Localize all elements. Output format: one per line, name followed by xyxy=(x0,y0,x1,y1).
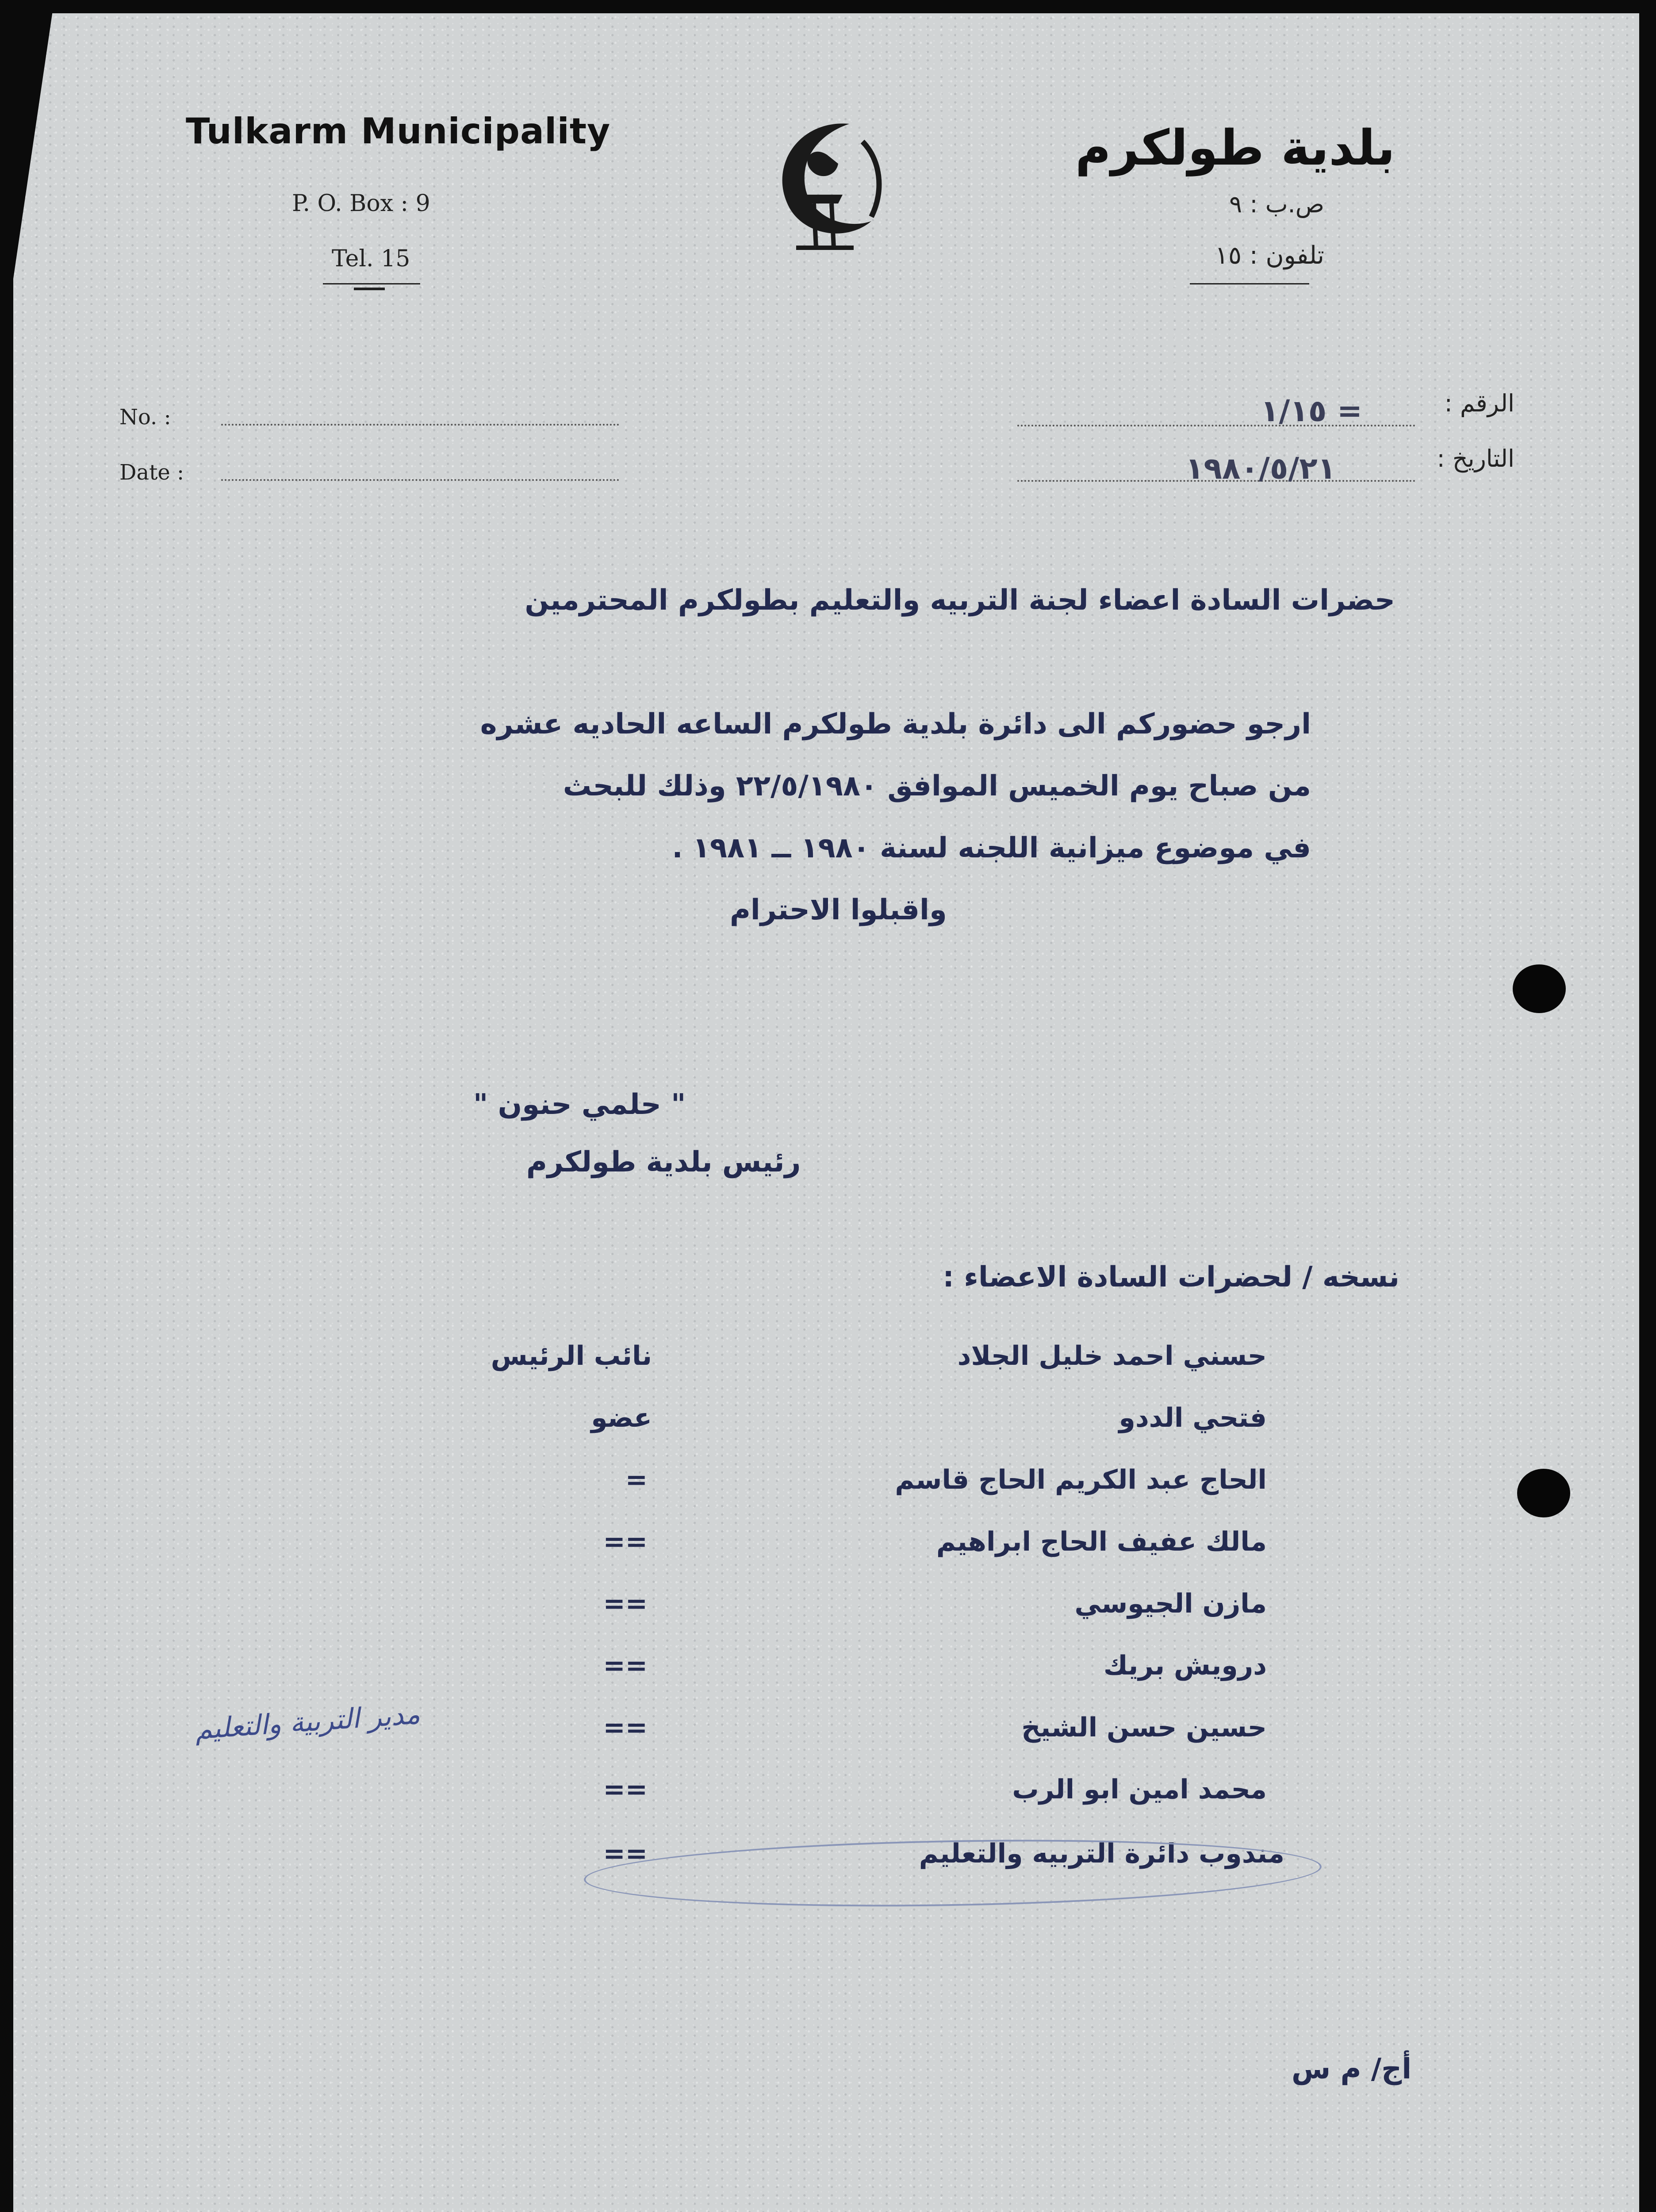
member-role: == xyxy=(603,1526,648,1557)
no-dotted-line-en xyxy=(221,424,619,426)
punch-hole xyxy=(1517,1469,1570,1517)
member-role: == xyxy=(603,1588,648,1619)
member-name: فتحي الددو xyxy=(1119,1402,1267,1433)
member-name: مازن الجيوسي xyxy=(1074,1588,1267,1619)
body-line-1: ارجو حضوركم الى دائرة بلدية طولكرم الساعه الحاديه عشره xyxy=(480,708,1311,741)
member-name: الحاج عبد الكريم الحاج قاسم xyxy=(895,1464,1267,1495)
signatory-name: " حلمي حنون " xyxy=(473,1088,686,1121)
member-name: محمد امين ابو الرب xyxy=(1012,1774,1267,1805)
member-role: == xyxy=(603,1774,648,1805)
no-label-en: No. : xyxy=(119,405,171,430)
member-role: عضو xyxy=(591,1402,652,1433)
member-role: == xyxy=(603,1712,648,1743)
pobox-en: P. O. Box : 9 xyxy=(292,190,430,217)
body-line-3: في موضوع ميزانية اللجنه لسنة ١٩٨٠ ــ ١٩٨١ . xyxy=(672,832,1311,864)
municipality-name-ar: بلدية طولكرم xyxy=(1075,119,1395,176)
reference-number: ١/١٥ = xyxy=(1261,394,1363,429)
member-name: مالك عفيف الحاج ابراهيم xyxy=(936,1526,1267,1557)
salutation: حضرات السادة اعضاء لجنة التربيه والتعليم بطولكرم المحترمين xyxy=(525,584,1395,617)
municipality-name-en: Tulkarm Municipality xyxy=(186,111,611,152)
tel-en: Tel. 15 xyxy=(332,246,410,272)
pobox-ar: ص.ب : ٩ xyxy=(1229,190,1324,218)
tel-underline-mark xyxy=(354,288,385,290)
member-role: = xyxy=(625,1464,648,1495)
tel-underline xyxy=(323,283,420,284)
typist-initials: أج/ م س xyxy=(1292,2053,1412,2085)
tel-ar-underline xyxy=(1190,283,1309,284)
date-label-ar: التاريخ : xyxy=(1437,445,1514,472)
member-name: حسني احمد خليل الجلاد xyxy=(957,1340,1267,1371)
punch-hole xyxy=(1513,964,1566,1013)
date-dotted-line-en xyxy=(221,479,619,481)
municipal-crescent-emblem xyxy=(761,115,902,265)
no-label-ar: الرقم : xyxy=(1444,389,1514,417)
letter-date: ١٩٨٠/٥/٢١ xyxy=(1185,451,1336,486)
closing-line: واقبلوا الاحترام xyxy=(730,894,947,926)
date-label-en: Date : xyxy=(119,460,184,485)
tel-ar: تلفون : ١٥ xyxy=(1215,241,1324,270)
member-name: حسين حسن الشيخ xyxy=(1021,1712,1267,1743)
member-role: == xyxy=(603,1838,648,1869)
copy-heading: نسخه / لحضرات السادة الاعضاء : xyxy=(943,1261,1399,1294)
member-name: مندوب دائرة التربيه والتعليم xyxy=(919,1838,1284,1869)
member-role: نائب الرئيس xyxy=(491,1340,652,1371)
signatory-title: رئيس بلدية طولكرم xyxy=(526,1146,801,1179)
member-role: == xyxy=(603,1650,648,1681)
member-name: درويش بريك xyxy=(1103,1650,1267,1681)
marginal-handwritten-note: مدير التربية والتعليم xyxy=(194,1697,421,1746)
body-line-2: من صباح يوم الخميس الموافق ٢٢/٥/١٩٨٠ وذلك للبحث xyxy=(563,770,1311,803)
